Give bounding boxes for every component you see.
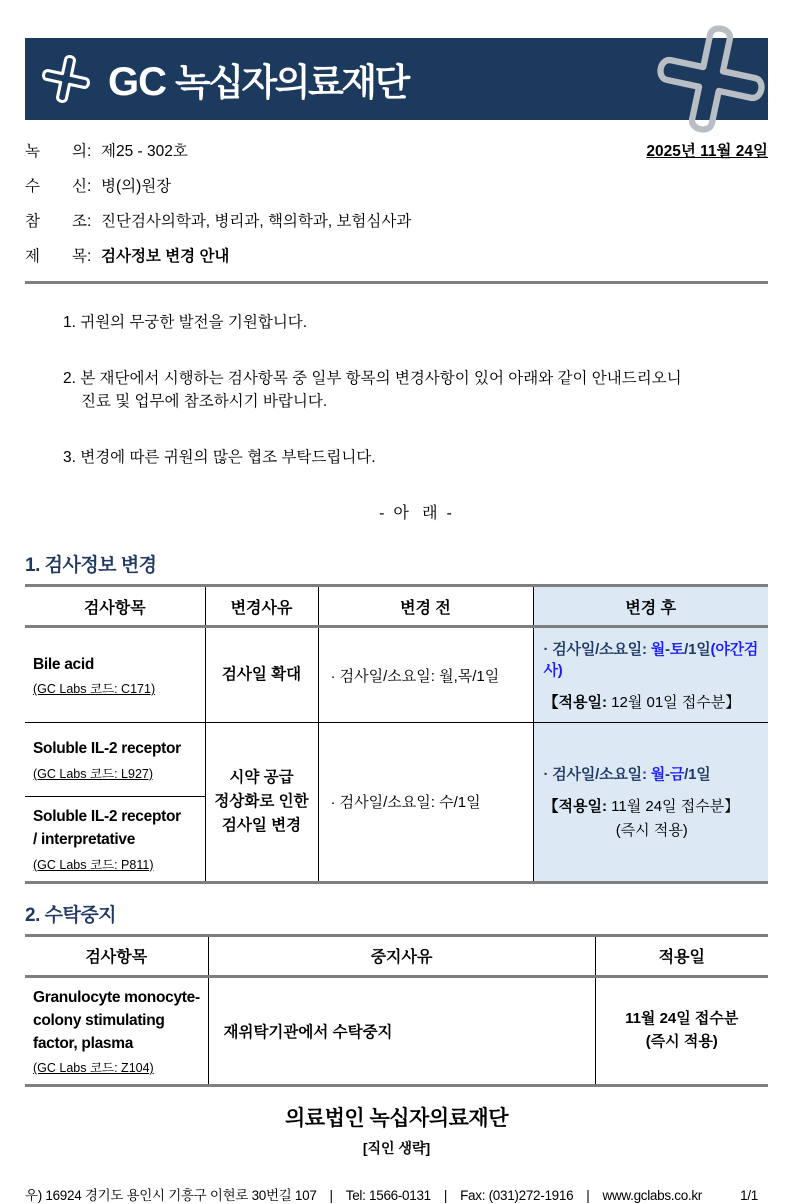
below-marker: - 아 래 - [379, 505, 452, 522]
apply-date: 11월 24일 접수분 (즉시 적용) [595, 976, 768, 1086]
footer-tel: Tel: 1566-0131 [345, 1188, 431, 1204]
apply-date: 【적용일: 11월 24일 접수분】 [543, 798, 740, 816]
seal-omitted-note: [직인 생략] [362, 1140, 431, 1157]
suspension-reason: 재위탁기관에서 수탁중지 [208, 976, 595, 1086]
footer-contact-line [25, 1184, 768, 1204]
test-name: Soluble IL-2 receptor [33, 740, 181, 758]
change-table-header-row [25, 586, 768, 627]
suspension-table-header-row [25, 935, 768, 976]
body-paragraphs [25, 311, 768, 525]
body-paragraph-3: 3. 변경에 따른 귀원의 많은 협조 부탁드립니다. [63, 449, 376, 466]
section2-title: 2. 수탁중지 [25, 904, 117, 926]
change-info-table [25, 584, 768, 884]
subject: 검사정보 변경 안내 [101, 248, 230, 265]
col-header-item: 검사항목 [85, 949, 148, 966]
before-change: · 검사일/소요일: 수/1일 [318, 723, 533, 883]
col-header-reason: 중지사유 [208, 935, 595, 976]
recipient: 병(의)원장 [101, 178, 172, 195]
separator: | [586, 1188, 590, 1204]
change-reason: 시약 공급 정상화로 인한 검사일 변경 [205, 723, 318, 883]
footer-website: www.gclabs.co.kr [602, 1188, 702, 1204]
col-header-before: 변경 전 [318, 586, 533, 627]
document-meta [25, 141, 768, 268]
document-date: 2025년 11월 24일 [646, 143, 768, 160]
body-paragraph-2: 2. 본 재단에서 시행하는 검사항목 중 일부 항목의 변경사항이 있어 아래와 같이 안내드리오니 진료 및 업무에 참조하시기 바랍니다. [63, 370, 682, 410]
table-row-bile-acid [25, 627, 768, 723]
after-change [533, 723, 768, 883]
doc-number: 제25 - 302호 [101, 143, 188, 160]
header-banner [25, 38, 768, 120]
col-header-item: 검사항목 [83, 599, 146, 617]
meta-cc: 참 조: 진단검사의학과, 병리과, 핵의학과, 보험심사과 [25, 211, 768, 233]
change-reason: 검사일 확대 [205, 627, 318, 723]
separator: | [329, 1188, 333, 1204]
footer-address: 우) 16924 경기도 용인시 기흥구 이현로 30번길 107 [25, 1188, 317, 1204]
content-divider [25, 281, 768, 284]
apply-date: 【적용일: 12월 01일 접수분】 [543, 694, 741, 711]
test-code: (GC Labs 코드: L927) [33, 766, 154, 781]
col-header-apply: 적용일 [595, 935, 768, 976]
after-change [533, 627, 768, 723]
apply-note: (즉시 적용) [615, 822, 688, 840]
document-footer [25, 1102, 768, 1204]
col-header-reason: 변경사유 [205, 586, 318, 627]
footer-fax: Fax: (031)272-1916 [460, 1188, 574, 1204]
meta-doc-no-label: 녹 [25, 143, 40, 160]
after-schedule: · 검사일/소요일: 월-금/1일 [543, 766, 711, 784]
test-code: (GC Labs 코드: C171) [33, 682, 156, 697]
before-change: · 검사일/소요일: 월,목/1일 [318, 627, 533, 723]
meta-subject: 제 목: 검사정보 변경 안내 [25, 246, 768, 268]
document-content [25, 0, 768, 1204]
section1-title: 1. 검사정보 변경 [25, 555, 157, 576]
body-paragraph-1: 1. 귀원의 무궁한 발전을 기원합니다. [63, 314, 308, 331]
test-code: (GC Labs 코드: P811) [33, 857, 154, 872]
test-name: Soluble IL-2 receptor / interpretative [33, 808, 181, 849]
meta-recipient: 수 신: 병(의)원장 [25, 176, 768, 198]
test-code: (GC Labs 코드: Z104) [33, 1061, 154, 1076]
table-row-sil2r [25, 723, 768, 797]
logo-text-gc: GC [108, 60, 166, 104]
after-schedule: · 검사일/소요일: 월-토/1일(야간검사) [543, 641, 759, 679]
cc-departments: 진단검사의학과, 병리과, 핵의학과, 보험심사과 [101, 213, 412, 230]
item-cell [25, 627, 205, 723]
item-cell [25, 797, 205, 883]
meta-doc-no: 녹 의: 제25 - 302호 2025년 11월 24일 [25, 141, 768, 163]
item-cell [25, 976, 208, 1086]
suspension-table [25, 934, 768, 1088]
item-cell [25, 723, 205, 797]
footer-org-name: 의료법인 녹십자의료재단 [285, 1107, 508, 1131]
col-header-after: 변경 후 [533, 586, 768, 627]
test-name: Granulocyte monocyte- colony stimulating factor, plasma [33, 988, 200, 1052]
gc-cross-logo-icon [33, 46, 99, 112]
test-name: Bile acid [33, 655, 95, 673]
org-logo-title [108, 52, 408, 106]
logo-text-orgname: 녹십자의료재단 [175, 62, 408, 103]
table-row-gm-csf [25, 976, 768, 1086]
page-number: 1/1 [740, 1188, 758, 1204]
gc-cross-watermark-icon [636, 4, 785, 153]
separator: | [443, 1188, 448, 1204]
